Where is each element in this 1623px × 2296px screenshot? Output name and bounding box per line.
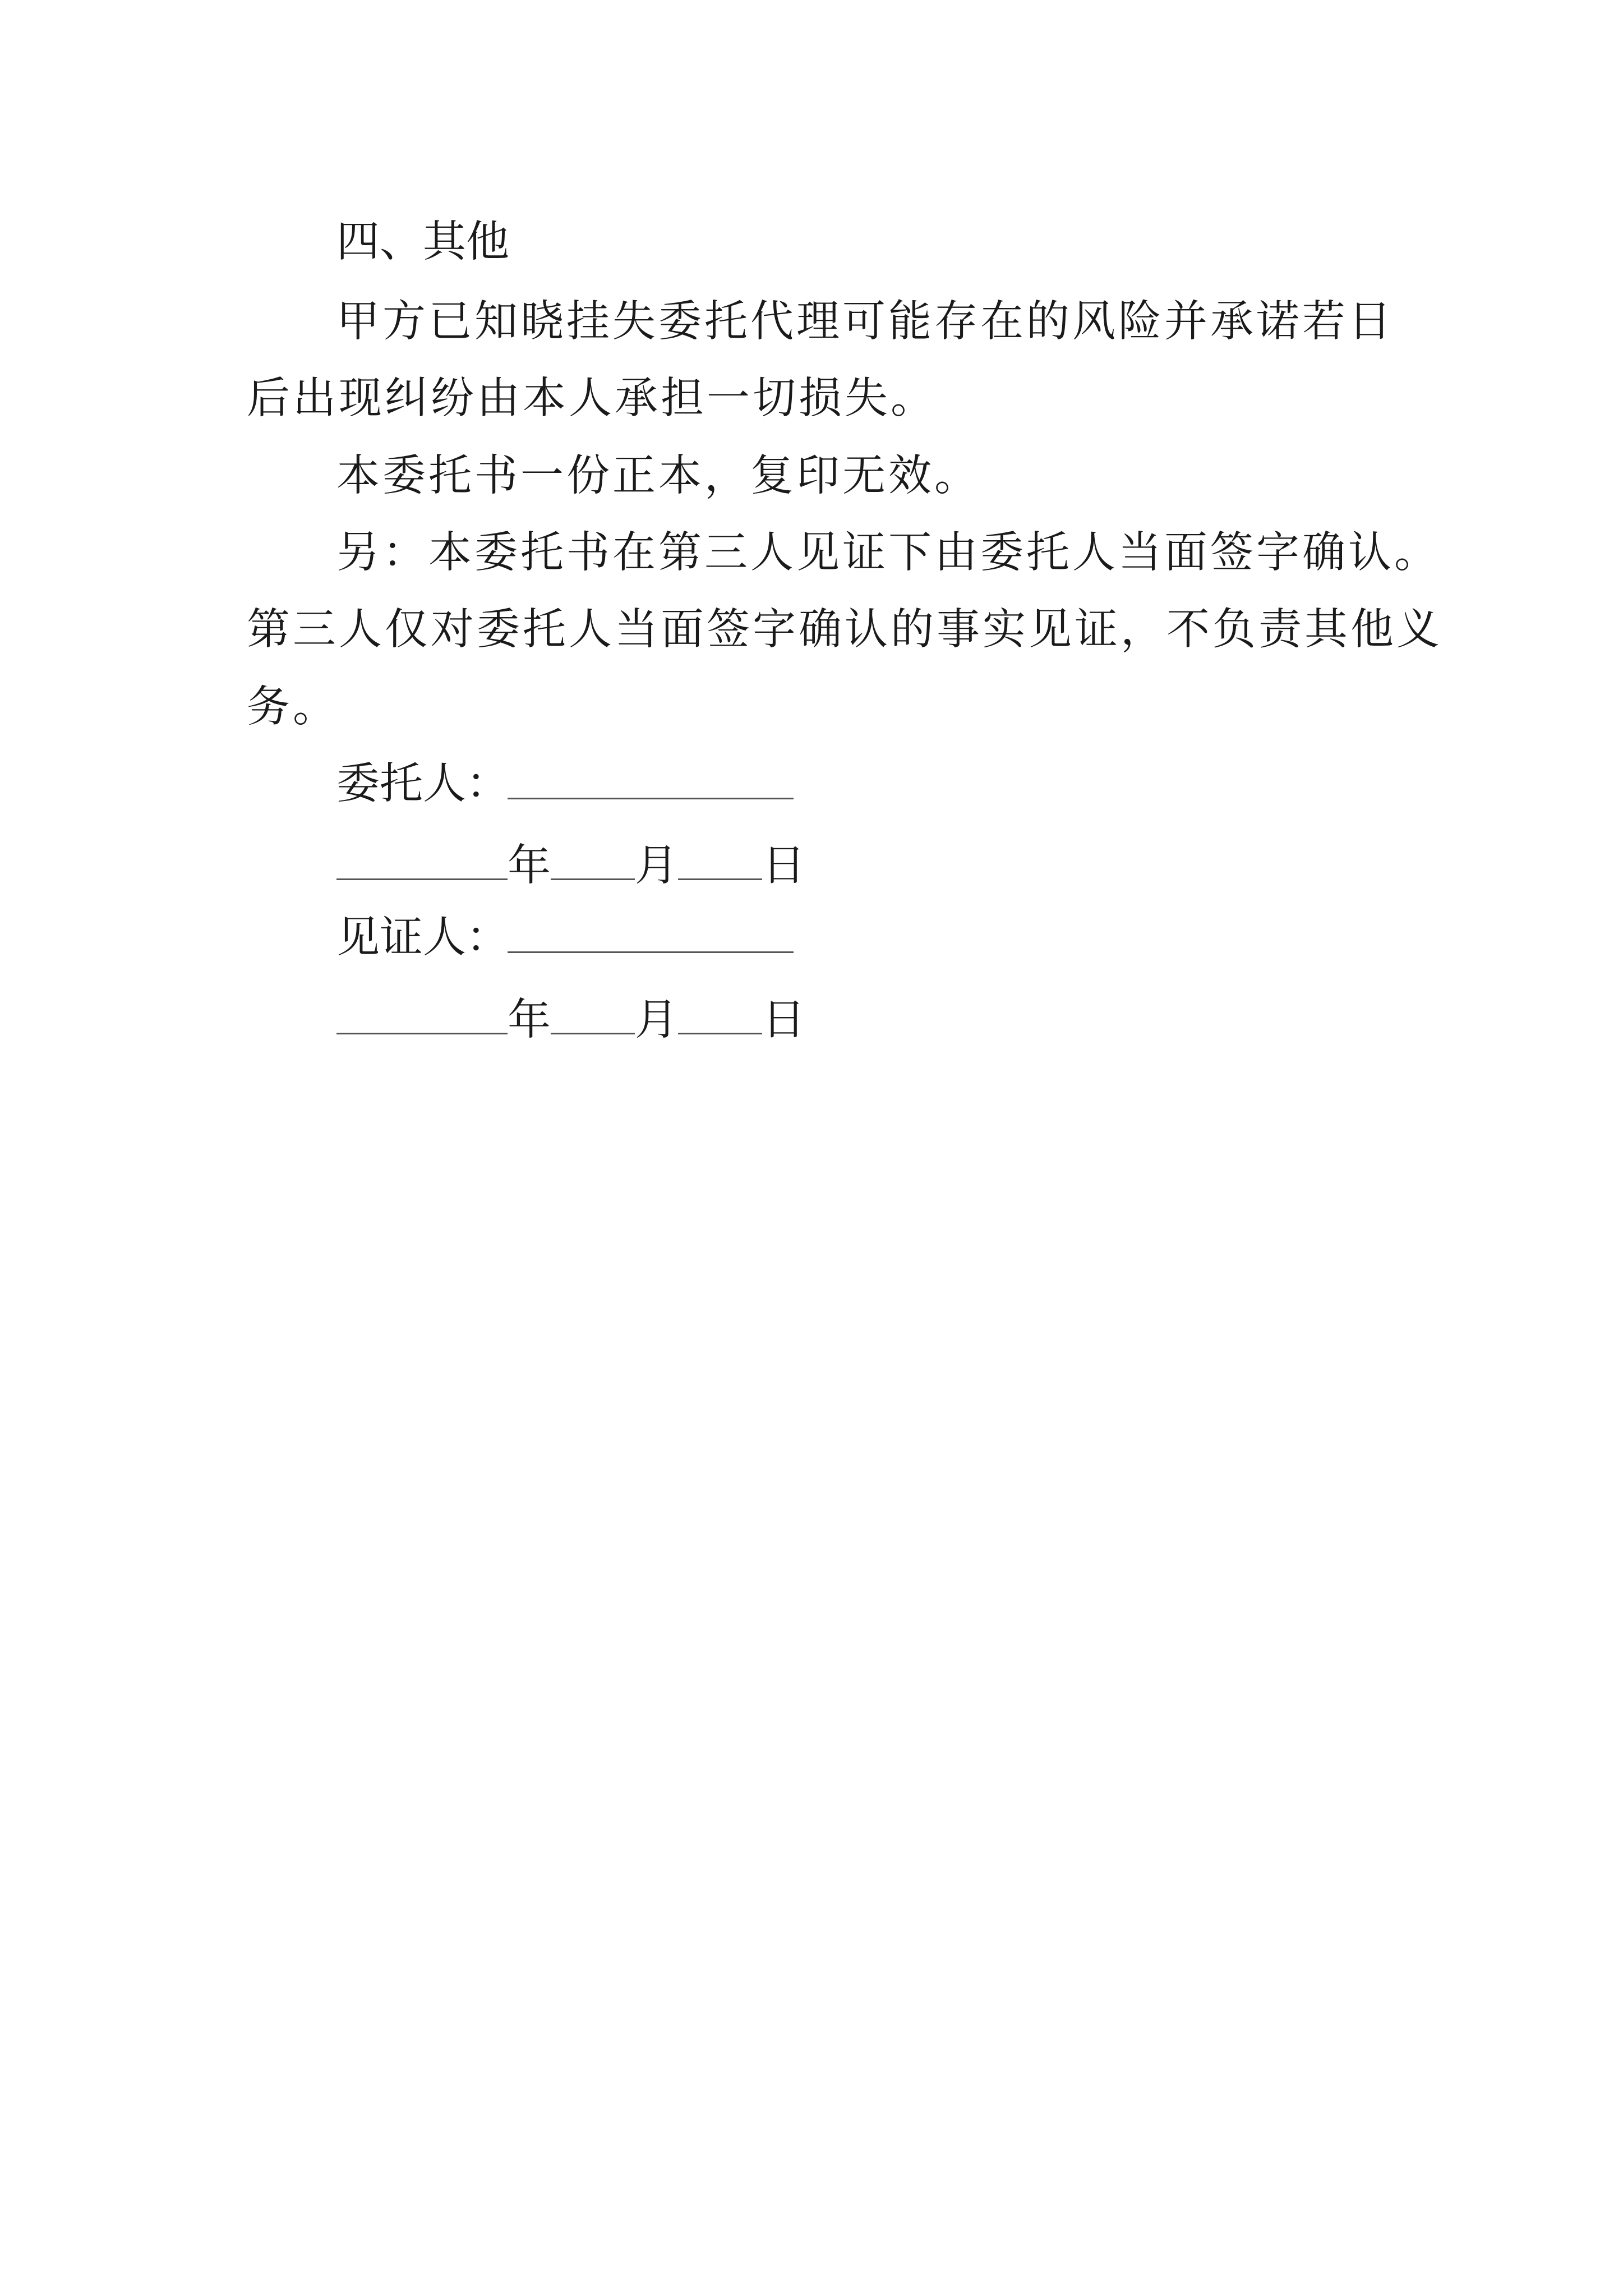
witness-date xyxy=(336,993,805,1045)
day-blank xyxy=(678,993,762,1034)
witness-signature-line xyxy=(508,951,794,953)
witness-label: 见证人： xyxy=(336,913,509,963)
witness-paragraph-line-1: 另：本委托书在第三人见证下由委托人当面签字确认。 xyxy=(336,528,1440,578)
year-label: 年 xyxy=(508,995,551,1045)
risk-paragraph-line-2: 后出现纠纷由本人承担一切损失。 xyxy=(247,374,937,424)
witness-paragraph-line-2: 第三人仅对委托人当面签字确认的事实见证，不负责其他义 xyxy=(247,605,1442,655)
month-label: 月 xyxy=(635,841,678,891)
month-blank xyxy=(551,993,635,1034)
principal-signature-line xyxy=(508,798,794,799)
section-heading: 四、其他 xyxy=(336,217,509,267)
month-label: 月 xyxy=(635,995,678,1045)
year-label: 年 xyxy=(508,841,551,891)
year-blank xyxy=(336,839,508,880)
risk-paragraph-line-1: 甲方已知晓挂失委托代理可能存在的风险并承诺若日 xyxy=(336,297,1394,347)
year-blank xyxy=(336,993,508,1034)
day-label: 日 xyxy=(762,995,805,1045)
principal-label: 委托人： xyxy=(336,759,509,809)
principal-date xyxy=(336,839,805,891)
day-blank xyxy=(678,839,762,880)
witness-paragraph-line-3: 务。 xyxy=(247,682,339,732)
month-blank xyxy=(551,839,635,880)
day-label: 日 xyxy=(762,841,805,891)
copies-paragraph: 本委托书一份正本，复印无效。 xyxy=(336,451,980,501)
